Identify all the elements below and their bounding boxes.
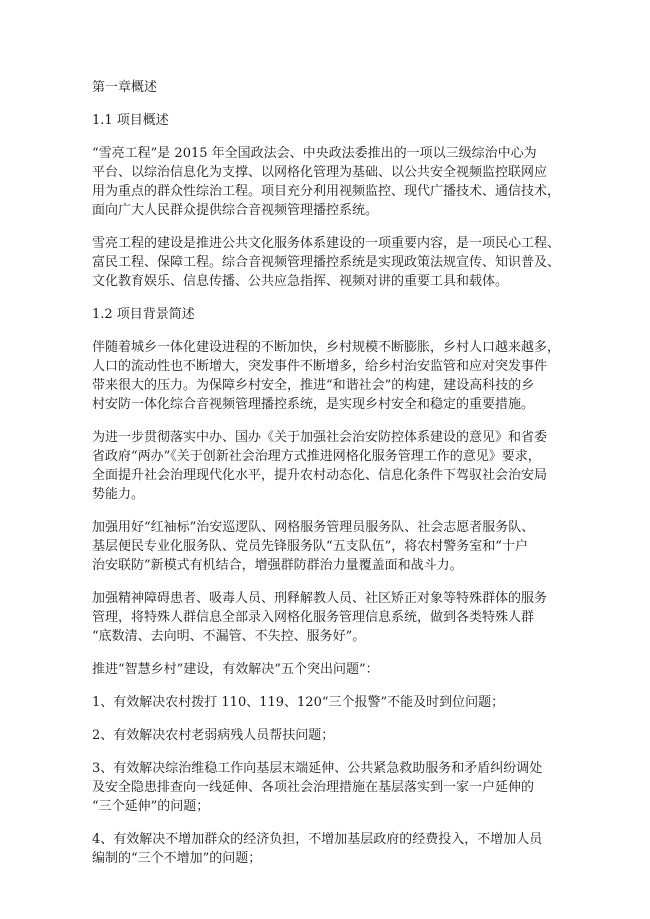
chapter-title: 第一章概述 — [92, 80, 158, 95]
paragraph-line: 村安防一体化综合音视频管理播控系统，是实现乡村安全和稳定的重要措施。 — [92, 397, 535, 412]
paragraph-line: 治安联防”新模式有机结合，增强群防群治力量覆盖面和战斗力。 — [92, 558, 463, 573]
paragraph-7 — [92, 660, 568, 679]
paragraph-2 — [92, 234, 568, 291]
paragraph-3 — [92, 338, 568, 414]
paragraph-line: 加强用好“红袖标”治安巡逻队、网格服务管理员服务队、社会志愿者服务队、 — [92, 520, 535, 535]
paragraph-line: 3、有效解决综治维稳工作向基层末端延伸、公共紧急救助服务和矛盾纠纷调处 — [92, 761, 543, 776]
paragraph-1 — [92, 144, 568, 220]
section-heading-1-1: 1.1 项目概述 — [92, 113, 169, 128]
paragraph-line: 省政府“两办”《关于创新社会治理方式推进网格化服务管理工作的意见》要求， — [92, 449, 541, 464]
paragraph-line: 伴随着城乡一体化建设进程的不断加快，乡村规模不断膨胀，乡村人口越来越多， — [92, 340, 561, 355]
list-item-1 — [92, 693, 568, 712]
paragraph-line: 基层便民专业化服务队、党员先锋服务队“五支队伍”，将农村警务室和“十户 — [92, 539, 528, 554]
paragraph-line: 用为重点的群众性综治工程。项目充分利用视频监控、现代广播技术、通信技术， — [92, 184, 561, 199]
paragraph-line: 2、有效解决农村老弱病残人员帮扶问题； — [92, 728, 335, 743]
paragraph-6 — [92, 589, 568, 646]
paragraph-4 — [92, 428, 568, 504]
paragraph-line: 推进“智慧乡村”建设，有效解决“五个突出问题”： — [92, 662, 379, 677]
paragraph-line: 及安全隐患排查向一线延伸、各项社会治理措施在基层落实到一家一户延伸的 — [92, 780, 535, 795]
paragraph-line: 雪亮工程的建设是推进公共文化服务体系建设的一项重要内容，是一项民心工程、 — [92, 236, 561, 251]
paragraph-line: 人口的流动性也不断增大，突发事件不断增多，给乡村治安监管和应对突发事件 — [92, 359, 548, 374]
paragraph-line: 富民工程、保障工程。综合音视频管理播控系统是实现政策法规宣传、知识普及、 — [92, 255, 561, 270]
paragraph-line: 全面提升社会治理现代化水平，提升农村动态化、信息化条件下驾驭社会治安局 — [92, 468, 548, 483]
paragraph-line: 文化教育娱乐、信息传播、公共应急指挥、视频对讲的重要工具和载体。 — [92, 274, 509, 289]
paragraph-line: 面向广大人民群众提供综合音视频管理播控系统。 — [92, 203, 379, 218]
paragraph-line: 为进一步贯彻落实中办、国办《关于加强社会治安防控体系建设的意见》和省委 — [92, 430, 548, 445]
paragraph-line: “三个延伸”的问题； — [92, 799, 210, 814]
paragraph-line: 4、有效解决不增加群众的经济负担，不增加基层政府的经费投入，不增加人员 — [92, 832, 543, 847]
paragraph-line: “雪亮工程”是 2015 年全国政法会、中央政法委推出的一项以三级综治中心为 — [92, 146, 537, 161]
paragraph-line: 管理，将特殊人群信息全部录入网格化服务管理信息系统，做到各类特殊人群 — [92, 610, 535, 625]
paragraph-line: 加强精神障碍患者、吸毒人员、刑释解教人员、社区矫正对象等特殊群体的服务 — [92, 591, 548, 606]
section-heading-1-2: 1.2 项目背景简述 — [92, 307, 195, 322]
paragraph-5 — [92, 518, 568, 575]
list-item-2 — [92, 726, 568, 745]
list-item-4 — [92, 830, 568, 868]
paragraph-line: 平台、以综治信息化为支撑、以网格化管理为基础、以公共安全视频监控联网应 — [92, 165, 548, 180]
paragraph-line: 编制的“三个不增加”的问题； — [92, 851, 262, 866]
paragraph-line: “底数清、去向明、不漏管、不失控、服务好”。 — [92, 629, 366, 644]
list-item-3 — [92, 759, 568, 816]
document-page — [92, 78, 568, 868]
paragraph-line: 带来很大的压力。为保障乡村安全，推进“和谐社会”的构建，建设高科技的乡 — [92, 378, 535, 393]
paragraph-line: 1、有效解决农村拨打 110、119、120“三个报警”不能及时到位问题； — [92, 695, 505, 710]
paragraph-line: 势能力。 — [92, 487, 145, 502]
